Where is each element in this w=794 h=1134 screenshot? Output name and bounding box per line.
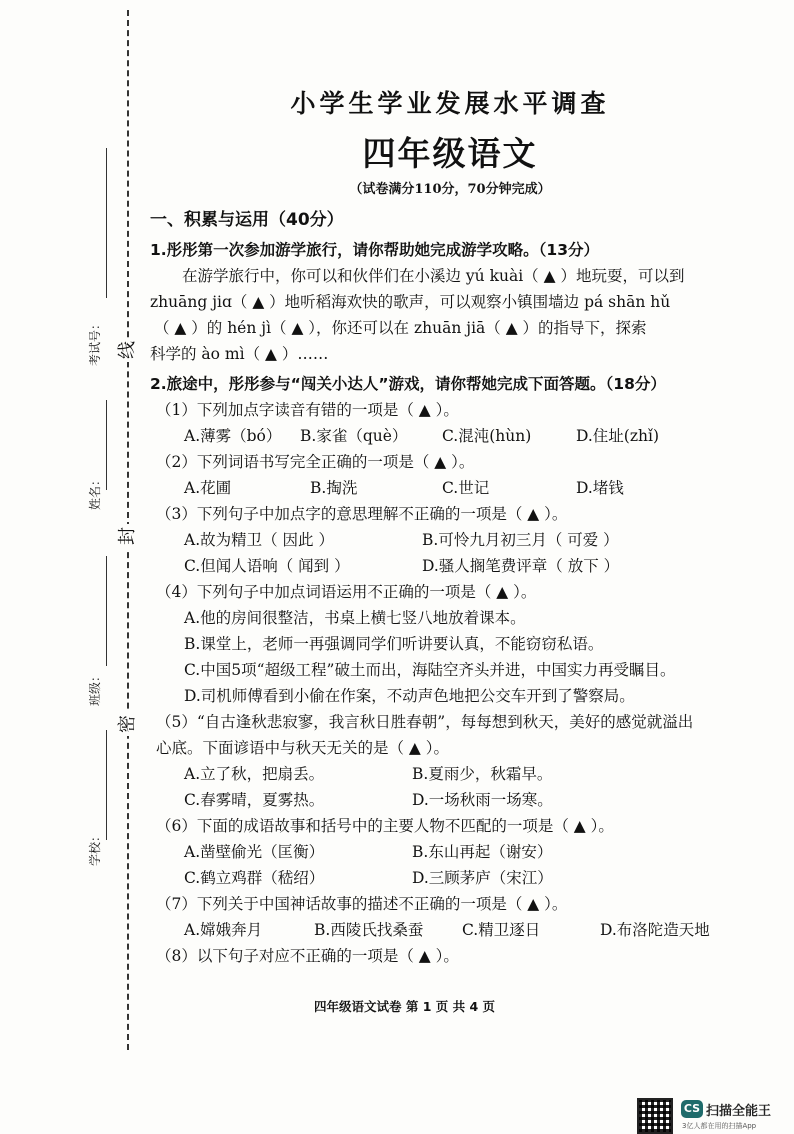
school-label: 学校： [88, 829, 102, 866]
q1-title: 1.彤彤第一次参加游学旅行，请你帮助她完成游学攻略。（13分） [150, 241, 599, 259]
q2-2-option-b: B.掏洗 [310, 479, 358, 497]
q2-6-option-b: B.东山再起（谢安） [412, 843, 553, 861]
q2-4-option-a: A.他的房间很整洁，书桌上横七竖八地放着课本。 [184, 609, 526, 627]
q2-3-option-d: D.骚人搁笔费评章（ 放下 ） [422, 557, 620, 575]
q2-5-stem: （5）“自古逢秋悲寂寥，我言秋日胜春朝”，每每想到秋天，美好的感觉就溢出 [156, 713, 694, 731]
qr-code-icon [637, 1098, 673, 1134]
page-footer: 四年级语文试卷 第 1 页 共 4 页 [314, 999, 496, 1014]
q2-3-option-b: B.可怜九月初三月（ 可爱 ） [422, 531, 619, 549]
exam-id-label: 考试号： [88, 317, 102, 366]
q2-6-stem: （6）下面的成语故事和括号中的主要人物不匹配的一项是（ ▲ ）。 [156, 817, 614, 835]
q1-line-4: 科学的 ào mì（ ▲ ）…… [150, 345, 329, 363]
seal-char-xian: 线 [116, 338, 140, 362]
exam-note: （试卷满分110分，70分钟完成） [349, 182, 551, 197]
q2-1-option-d: D.住址(zhǐ) [576, 427, 660, 445]
q1-line-1: 在游学旅行中，你可以和伙伴们在小溪边 yú kuài（ ▲ ）地玩耍，可以到 [182, 267, 685, 285]
name-line [106, 556, 107, 666]
q2-2-option-d: D.堵钱 [576, 479, 624, 497]
q2-8-stem: （8）以下句子对应不正确的一项是（ ▲ ）。 [156, 947, 459, 965]
q2-5-option-a: A.立了秋，把扇丢。 [184, 765, 325, 783]
subject-title: 四年级语文 [362, 134, 538, 173]
q2-2-option-a: A.花圃 [184, 479, 232, 497]
binding-margin [0, 0, 140, 1124]
q2-4-option-b: B.课堂上，老师一再强调同学们听讲要认真，不能窃窃私语。 [184, 635, 604, 653]
q2-7-option-d: D.布洛陀造天地 [600, 921, 710, 939]
q2-1-option-b: B.家雀（què） [300, 427, 408, 445]
q2-4-option-c: C.中国5项“超级工程”破土而出，海陆空齐头并进，中国实力再受瞩目。 [184, 661, 676, 679]
section-heading: 一、积累与运用（40分） [150, 210, 344, 230]
watermark-tagline: 3亿人都在用的扫描App [682, 1122, 757, 1130]
seal-char-feng: 封 [116, 524, 140, 548]
q2-1-stem: （1）下列加点字读音有错的一项是（ ▲ ）。 [156, 401, 459, 419]
q2-6-option-a: A.凿壁偷光（匡衡） [184, 843, 325, 861]
q2-4-option-d: D.司机师傅看到小偷在作案，不动声色地把公交车开到了警察局。 [184, 687, 635, 705]
class-line [106, 730, 107, 840]
q2-3-stem: （3）下列句子中加点字的意思理解不正确的一项是（ ▲ ）。 [156, 505, 568, 523]
q2-title: 2.旅途中，彤彤参与“闯关小达人”游戏，请你帮她完成下面答题。（18分） [150, 375, 666, 393]
q2-6-option-c: C.鹤立鸡群（嵇绍） [184, 869, 325, 887]
q2-1-option-a: A.薄雾（bó） [184, 427, 282, 445]
class-label: 班级： [88, 669, 102, 706]
survey-title: 小学生学业发展水平调查 [290, 89, 610, 118]
q2-5-stem-cont: 心底。下面谚语中与秋天无关的是（ ▲ ）。 [156, 739, 450, 757]
q2-3-option-a: A.故为精卫（ 因此 ） [184, 531, 334, 549]
q2-2-stem: （2）下列词语书写完全正确的一项是（ ▲ ）。 [156, 453, 475, 471]
q2-5-option-d: D.一场秋雨一场寒。 [412, 791, 553, 809]
seal-char-mi: 密 [116, 712, 140, 736]
name-label: 姓名： [88, 473, 102, 510]
q2-4-stem: （4）下列句子中加点词语运用不正确的一项是（ ▲ ）。 [156, 583, 537, 601]
q2-1-option-c: C.混沌(hùn) [442, 427, 532, 445]
watermark-app-name: 扫描全能王 [706, 1104, 772, 1119]
name-line-top [106, 400, 107, 490]
q1-line-2: zhuāng jiɑ（ ▲ ）地听稻海欢快的歌声，可以观察小镇围墙边 pá shān hǔ [150, 293, 671, 311]
q2-7-option-a: A.嫦娥奔月 [184, 921, 263, 939]
q2-7-stem: （7）下列关于中国神话故事的描述不正确的一项是（ ▲ ）。 [156, 895, 568, 913]
q2-5-option-c: C.春雾晴，夏雾热。 [184, 791, 325, 809]
exam-id-line [106, 148, 107, 298]
camscanner-logo-icon: CS [681, 1100, 703, 1118]
q2-7-option-b: B.西陵氏找桑蚕 [314, 921, 424, 939]
q2-6-option-d: D.三顾茅庐（宋江） [412, 869, 553, 887]
q2-2-option-c: C.世记 [442, 479, 490, 497]
q1-line-3: （ ▲ ）的 hén jì（ ▲ ），你还可以在 zhuān jiā（ ▲ ）的指导下，探索 [154, 319, 647, 337]
q2-3-option-c: C.但闻人语响（ 闻到 ） [184, 557, 350, 575]
q2-7-option-c: C.精卫逐日 [462, 921, 541, 939]
q2-5-option-b: B.夏雨少，秋霜早。 [412, 765, 553, 783]
